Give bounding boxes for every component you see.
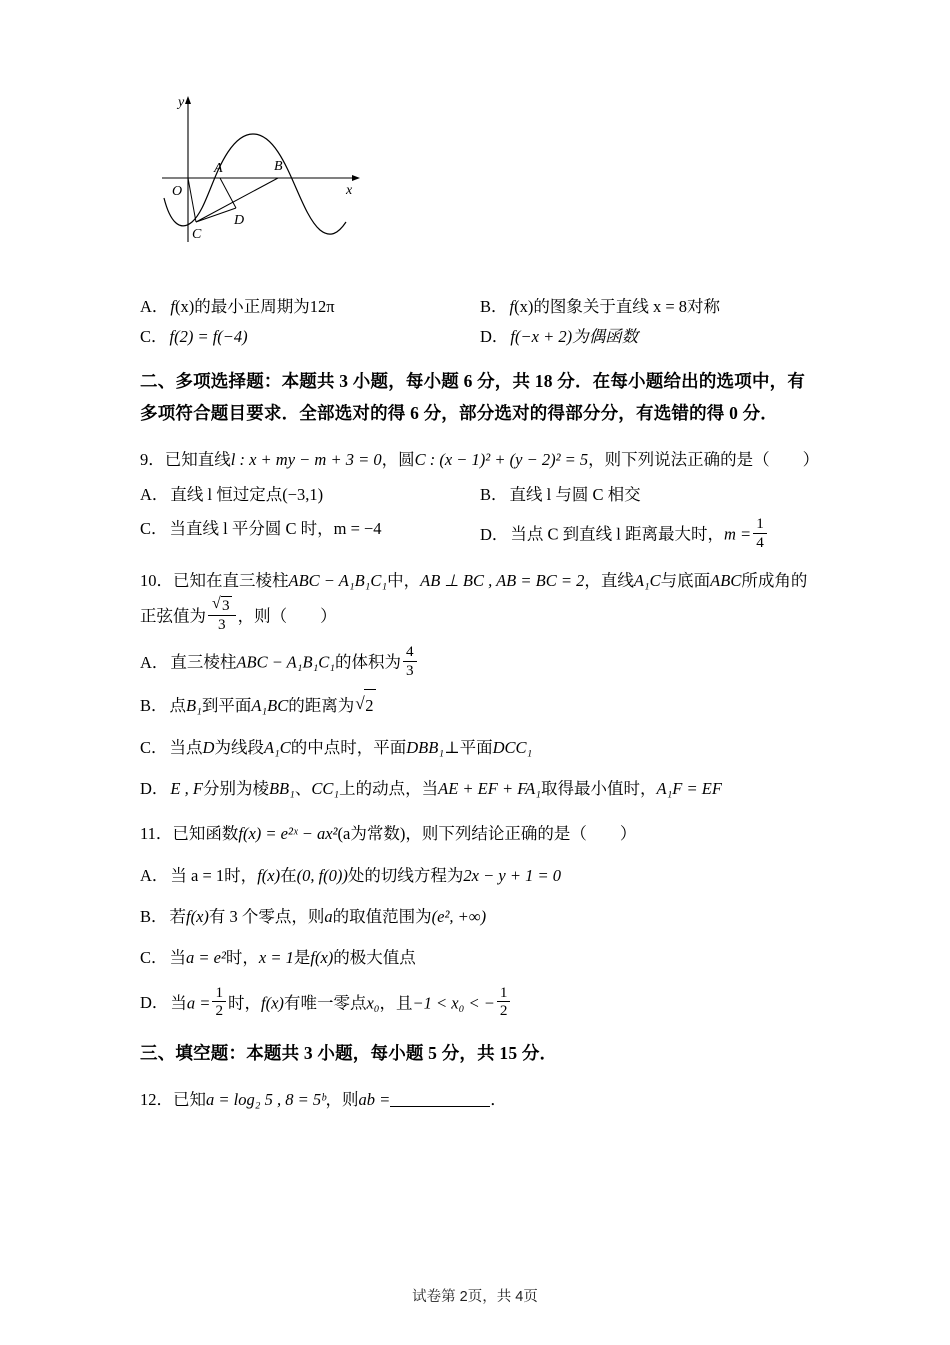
q10-sin-denominator: 3 [208,615,236,633]
q8-options-row-2 [140,323,820,347]
q11-option-c-x: x = 1 [258,948,294,968]
q9-option-d-fraction [753,515,767,551]
q10-plane-abc: ABC [710,571,742,590]
q10-prism: ABC − A₁B₁C₁ [288,571,388,590]
q10-option-c-label: C． [140,737,168,757]
q12-stem-end: ． [490,1089,507,1109]
q11-option-d[interactable] [140,984,820,1020]
q8-option-b-label: B． [480,297,508,316]
q9-frac-numerator: 1 [756,515,764,533]
svg-text:C: C [192,227,202,242]
q12-number: 12． [140,1089,173,1109]
q11-option-c-label: C． [140,948,168,968]
q10-option-d-mid3: 取得最小值时， [540,778,657,798]
q9-frac-denominator: 4 [753,533,767,551]
q11-option-d-f: f(x) [261,993,284,1013]
page-content [140,90,820,1121]
q8-option-a-text: (x)的最小正周期为12π [175,297,335,316]
q11-option-d-mid3: ，且 [379,993,413,1013]
q11-option-d-label: D． [140,993,169,1013]
q8-option-c-text: f(2) = f(−4) [169,327,248,346]
svg-text:A: A [214,161,223,176]
figure-trig-graph [140,90,820,275]
q11-option-a-pre: 当 a = 1时， [170,865,258,885]
q8-option-b-fn: f [509,297,515,316]
svg-text:D: D [234,213,245,228]
q10-option-d-mid2: 上的动点，当 [339,778,439,798]
question-10-stem [140,565,820,633]
section-2-heading: 二、多项选择题：本题共 3 小题，每小题 6 分，共 18 分．在每小题给出的选项中，有多项符合题目要求．全部选对的得 6 分，部分选对的得部分分，有选错的得 0 分． [140,371,806,424]
q11-stem-post: ，则下列结论正确的是（ ） [405,824,637,844]
q11-option-d-x0: x₀ [366,993,380,1013]
q10-number: 10． [140,571,173,590]
q10-option-a[interactable] [140,643,820,679]
q9-options-row-2 [140,515,820,551]
q10-option-c-mid: 为线段 [214,737,264,757]
q9-option-a-text: 直线 l 恒过定点(−3,1) [170,485,324,505]
q11-option-a-f: f(x) [257,865,281,885]
q10-option-d-edge1: BB₁ [268,778,295,798]
q11-option-d-pre: 当 [170,993,187,1013]
q9-option-c-text: 当直线 l 平分圆 C 时，m = −4 [169,519,382,539]
q12-answer-blank[interactable] [390,1090,490,1108]
q11-option-a-label: A． [140,865,169,885]
q10-option-a-prism: ABC − A₁B₁C₁ [236,652,336,672]
q11-option-a-post: 处的切线方程为 [347,865,464,885]
q11-option-b-set: (e², +∞) [431,906,487,926]
q10-option-a-pre: 直三棱柱 [170,652,237,672]
svg-text:y: y [178,95,185,110]
q11-function: f(x) = e²ˣ − ax² [238,824,338,844]
q11-option-a[interactable] [140,860,820,891]
question-11-stem [140,818,820,849]
q11-option-a-point: (0, f(0)) [296,865,348,885]
q11-option-b[interactable] [140,901,820,932]
q11-option-c-mid: 时， [225,948,259,968]
q11-stem-pre: 已知函数 [172,824,239,844]
q9-circle-eq: C : (x − 1)² + (y − 2)² = 5 [414,449,589,469]
q10-option-a-fraction: $\frac{4}{3}$ [403,643,417,679]
q10-option-b[interactable] [140,689,820,721]
q11-option-d-mid2: 有唯一零点 [283,993,367,1013]
q8-option-c-label: C． [140,327,168,346]
q10-option-c-perp: ⊥平面 [444,737,493,757]
q11-paren: (a为常数) [337,824,406,844]
q8-option-a-label: A． [140,297,169,316]
q11-option-d-range: −1 < x₀ < − [412,993,495,1013]
q9-stem-mid: ，圆 [381,449,415,469]
q10-sin-fraction [208,596,236,633]
q8-option-d[interactable] [480,323,820,347]
q10-option-d-expr: AE + EF + FA₁ [438,778,541,798]
q10-sin-numerator [208,596,236,614]
q9-stem-post: ，则下列说法正确的是（ ） [588,449,820,469]
q9-option-d-text: 当点 C 到直线 l 距离最大时， [510,524,725,544]
q10-option-c-d: D [202,737,215,757]
q10-option-d-edge2: CC₁ [311,778,340,798]
q8-option-a[interactable] [140,293,480,317]
q10-option-a-post: 的体积为 [335,652,402,672]
q10-option-b-point: B₁ [186,696,202,716]
q10-option-b-mid: 到平面 [201,696,252,716]
q9-number: 9． [140,449,165,469]
q10-option-c-plane2: DCC₁ [492,737,533,757]
q12-stem-mid: ，则 [325,1089,359,1109]
q10-line-a1c: A₁C [633,571,661,590]
q10-option-d-result: A₁F = EF [656,778,722,798]
q11-number: 11． [140,824,173,844]
q11-option-d-a: a = [186,993,211,1013]
q11-option-c-f: f(x) [310,948,334,968]
q10-stem-4: 与底面 [660,571,711,590]
q9-option-c[interactable] [140,515,480,551]
q11-option-b-label: B． [140,906,168,926]
q8-option-b[interactable] [480,293,820,317]
q9-options-row-1 [140,481,820,505]
q10-stem-2: 中， [387,571,421,590]
svg-text:B: B [274,159,283,174]
q10-stem-3: ，直线 [584,571,634,590]
q9-line-eq: l : x + my − m + 3 = 0 [230,449,382,469]
q8-option-d-text: f(−x + 2)为偶函数 [510,327,639,346]
trig-function-graph [150,90,410,270]
q11-option-b-mid: 有 3 个零点，则 [208,906,325,926]
q10-option-c-plane1: DBB₁ [406,737,445,757]
q8-option-c[interactable] [140,323,480,347]
sqrt-icon: √ 2 [355,689,375,721]
q8-option-b-text: (x)的图象关于直线 x = 8对称 [514,297,721,316]
q8-options-row-1 [140,293,820,317]
q9-option-a[interactable] [140,481,480,505]
q8-option-d-label: D． [480,327,509,346]
q9-stem-pre: 已知直线 [164,449,231,469]
svg-text:O: O [172,184,183,199]
q9-option-d-m: m = [724,524,752,544]
q9-option-b-label: B． [480,485,508,505]
q10-stem-6: ，则（ ） [237,606,337,626]
q10-option-d[interactable] [140,773,820,804]
question-9-stem [140,444,820,475]
q12-stem-pre: 已知 [173,1089,206,1109]
section-3-heading: 三、填空题：本题共 3 小题，每小题 5 分，共 15 分． [140,1043,558,1064]
q11-option-c-post: 的极大值点 [333,948,416,968]
q10-option-d-mid: 分别为棱 [202,778,269,798]
q11-option-d-fraction: $\frac{1}{2}$ [212,984,226,1020]
q10-stem-1: 已知在直三棱柱 [173,571,289,590]
q10-option-c-mid2: 的中点时，平面 [290,737,407,757]
q11-option-b-a: a [324,906,333,926]
q11-option-c-pre: 当 [169,948,187,968]
q11-option-b-f: f(x) [186,906,209,926]
page-footer: 试卷第 2页，共 4页 [412,1289,538,1305]
q12-ab: ab = [358,1089,391,1109]
q10-option-b-label: B． [140,696,168,716]
q11-option-d-range-fraction: $\frac{1}{2}$ [497,984,511,1020]
q10-option-d-label: D． [140,778,169,798]
q10-option-b-plane: A₁BC [251,696,289,716]
q9-option-c-label: C． [140,519,168,539]
q10-option-b-pre: 点 [169,696,187,716]
q10-option-c[interactable] [140,732,820,763]
q10-option-b-post: 的距离为 [288,696,355,716]
q9-option-d[interactable] [480,515,820,551]
q10-option-d-pre: E , F [170,778,203,798]
q10-option-c-pre: 当点 [169,737,203,757]
sqrt-icon: √ 3 [212,596,232,614]
q11-option-d-mid: 时， [228,993,262,1013]
q11-option-c-a: a = e² [186,948,226,968]
q12-expr: a = log₂ 5 , 8 = 5ᵇ [206,1089,326,1109]
q9-option-d-label: D． [480,524,509,544]
q11-option-b-post: 的取值范围为 [332,906,432,926]
q11-option-c-mid2: 是 [293,948,311,968]
q10-option-d-sep: 、 [294,778,312,798]
q10-option-a-label: A． [140,652,169,672]
question-12-stem [140,1084,820,1115]
q10-cond: AB ⊥ BC , AB = BC = 2 [420,571,585,590]
q11-option-a-eq: 2x − y + 1 = 0 [463,865,561,885]
q10-stem-5: 所成角的正弦值为 [140,571,808,626]
q8-option-a-fn: f [170,297,176,316]
q11-option-b-pre: 若 [169,906,187,926]
q11-option-a-mid: 在 [280,865,297,885]
q9-option-b[interactable] [480,481,820,505]
q9-option-a-label: A． [140,485,169,505]
q10-option-c-seg: A₁C [263,737,291,757]
svg-text:x: x [346,183,353,198]
q11-option-c[interactable] [140,942,820,973]
q9-option-b-text: 直线 l 与圆 C 相交 [509,485,641,505]
